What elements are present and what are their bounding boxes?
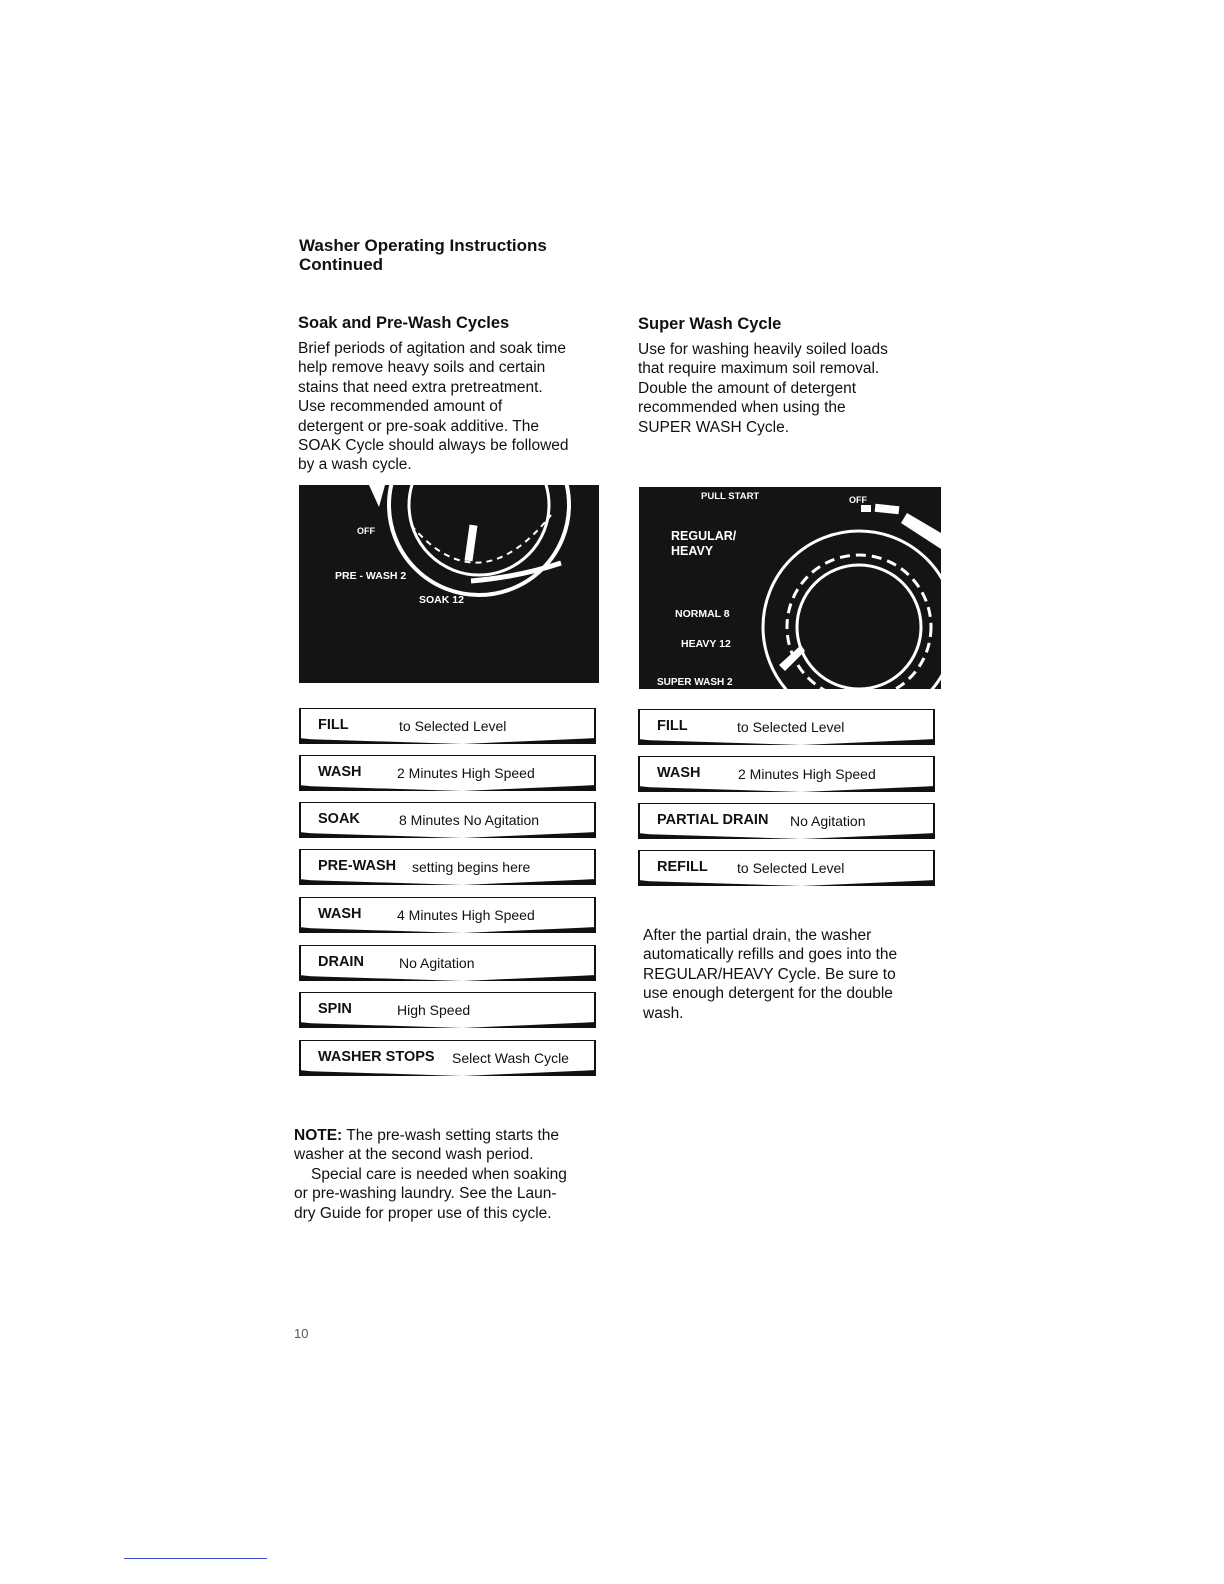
soak-step-soak: [299, 802, 596, 836]
body-line: wash.: [643, 1004, 684, 1022]
step-desc: No Agitation: [790, 813, 866, 829]
note-line: Special care is needed when soaking: [311, 1165, 567, 1183]
step-name: WASH: [318, 906, 362, 922]
dial-label-pull-start: PULL START: [701, 491, 760, 502]
note-para-1: [294, 1126, 594, 1145]
body-line: Use recommended amount of: [298, 398, 503, 416]
body-line: Use for washing heavily soiled loads: [638, 341, 888, 358]
soak-step-wash: [299, 755, 596, 789]
super-step-fill: [638, 709, 935, 743]
step-desc: to Selected Level: [737, 719, 845, 735]
super-section-body: [638, 340, 938, 437]
dial-label-heavy: HEAVY 12: [681, 638, 731, 650]
step-name: WASH: [318, 764, 362, 780]
super-dial-illustration: [639, 487, 941, 689]
dial-top-marker: [369, 485, 385, 507]
soak-dial-panel: [299, 485, 599, 683]
step-name: SOAK: [318, 811, 360, 827]
page-heading-line1: Washer Operating Instructions: [299, 236, 547, 255]
step-desc: to Selected Level: [399, 718, 507, 734]
super-step-wash: [638, 756, 935, 790]
body-line: by a wash cycle.: [298, 456, 412, 474]
step-desc: 2 Minutes High Speed: [397, 765, 535, 781]
dial-label-normal: NORMAL 8: [675, 608, 730, 620]
soak-step-drain: [299, 945, 596, 979]
super-dial-panel: [639, 487, 941, 689]
note-label: NOTE:: [294, 1127, 343, 1144]
body-line: detergent or pre-soak additive. The: [298, 417, 539, 435]
dial-inner-ring: [409, 485, 549, 575]
super-after-text: [643, 926, 943, 1023]
body-line: After the partial drain, the washer: [643, 927, 872, 944]
step-name: PARTIAL DRAIN: [657, 812, 769, 828]
body-line: help remove heavy soils and certain: [298, 359, 546, 377]
step-desc: 2 Minutes High Speed: [738, 766, 876, 782]
step-desc: 8 Minutes No Agitation: [399, 812, 540, 828]
soak-step-wash-2: [299, 897, 596, 931]
super-section-title: Super Wash Cycle: [638, 315, 782, 333]
dial-super-pointer: [779, 645, 805, 671]
soak-dial-illustration: [299, 485, 599, 683]
step-desc: Select Wash Cycle: [452, 1050, 569, 1066]
super-step-refill: [638, 850, 935, 884]
step-name: WASHER STOPS: [318, 1049, 435, 1065]
body-line: SOAK Cycle should always be followed: [298, 437, 569, 455]
dial-label-regular: REGULAR/: [671, 529, 737, 543]
body-line: SUPER WASH Cycle.: [638, 418, 790, 436]
step-name: REFILL: [657, 859, 708, 875]
soak-step-washer-stops: [299, 1040, 596, 1074]
soak-section-title: Soak and Pre-Wash Cycles: [298, 314, 510, 332]
dial-label-off: OFF: [849, 495, 867, 505]
dial-label-prewash: PRE - WASH 2: [335, 570, 407, 582]
step-name: WASH: [657, 765, 701, 781]
step-name: SPIN: [318, 1001, 352, 1017]
soak-step-prewash: [299, 849, 596, 883]
body-line: automatically refills and goes into the: [643, 946, 898, 964]
dial-label-heavy-cycle: HEAVY: [671, 544, 714, 558]
super-step-partial-drain: [638, 803, 935, 837]
body-line: that require maximum soil removal.: [638, 360, 880, 378]
dial-label-soak: SOAK 12: [419, 594, 464, 606]
step-desc: 4 Minutes High Speed: [397, 907, 535, 923]
note-line: dry Guide for proper use of this cycle.: [294, 1204, 552, 1222]
soak-section-body: [298, 339, 608, 475]
body-line: use enough detergent for the double: [643, 985, 893, 1003]
body-line: stains that need extra pretreatment.: [298, 378, 543, 396]
step-desc: setting begins here: [412, 859, 531, 875]
step-desc: to Selected Level: [737, 860, 845, 876]
dial-label-super-wash: SUPER WASH 2: [657, 677, 733, 688]
step-name: FILL: [318, 717, 349, 733]
dial-label-off: OFF: [357, 526, 375, 536]
step-name: PRE-WASH: [318, 858, 397, 874]
soak-step-fill: [299, 708, 596, 742]
note-line: or pre-washing laundry. See the Laun-: [294, 1185, 557, 1203]
footer-rule: [124, 1558, 267, 1559]
note-line: The pre-wash setting starts the: [342, 1127, 560, 1144]
step-desc: High Speed: [397, 1002, 471, 1018]
dial-tick-ring: [787, 555, 931, 689]
dial-pointer: [465, 525, 478, 562]
step-name: DRAIN: [318, 954, 364, 970]
dial-inner-ring: [797, 565, 921, 689]
note-block: [294, 1126, 594, 1223]
body-line: recommended when using the: [638, 399, 846, 417]
body-line: Brief periods of agitation and soak time: [298, 340, 566, 357]
soak-step-spin: [299, 992, 596, 1026]
step-desc: No Agitation: [399, 955, 475, 971]
body-line: Double the amount of detergent: [638, 379, 857, 397]
page-heading: [299, 236, 547, 274]
dial-off-mark: [861, 505, 871, 512]
note-line: washer at the second wash period.: [294, 1146, 534, 1164]
page-number: 10: [294, 1326, 309, 1341]
step-name: FILL: [657, 718, 688, 734]
body-line: REGULAR/HEAVY Cycle. Be sure to: [643, 965, 896, 983]
dial-off-band: [875, 504, 900, 514]
page-heading-line2: Continued: [299, 255, 384, 274]
